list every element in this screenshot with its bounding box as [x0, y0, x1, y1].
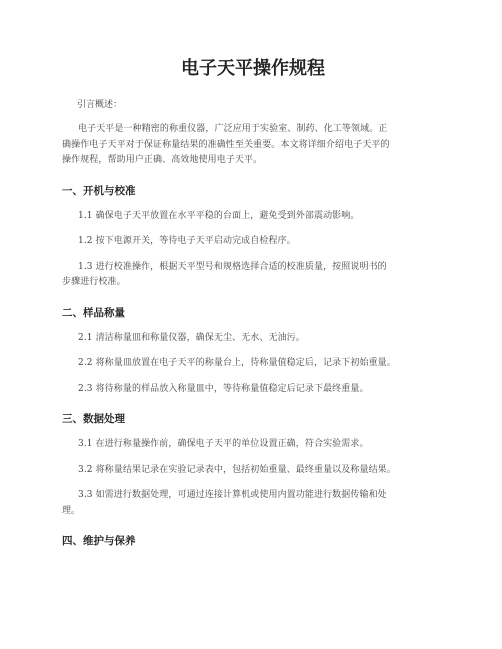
- item-line: 1.3 进行校准操作，根据天平型号和规格选择合适的校准质量，按照说明书的: [78, 261, 387, 272]
- section-item: [62, 488, 444, 519]
- item-line: 3.1 在进行称量操作前，确保电子天平的单位设置正确，符合实验需求。: [78, 439, 369, 449]
- item-line: 3.3 如需进行数据处理，可通过连接计算机或使用内置功能进行数据传输和处: [78, 490, 387, 500]
- item-line: 1.1 确保电子天平放置在水平平稳的台面上，避免受到外部震动影响。: [78, 210, 360, 221]
- section-heading: 二、样品称量: [62, 306, 125, 319]
- section-heading: 一、开机与校准: [62, 184, 136, 197]
- section-heading: 四、维护与保养: [62, 535, 136, 547]
- intro-line: 电子天平是一种精密的称重仪器，广泛应用于实验室、制药、化工等领域。正: [78, 124, 388, 134]
- section-item: [62, 260, 444, 291]
- item-line: 2.3 将待称量的样品放入称量皿中，等待称量值稳定后记录下最终重量。: [78, 383, 369, 394]
- item-line: 2.1 清洁称量皿和称量仪器，确保无尘、无水、无油污。: [78, 332, 305, 343]
- item-line: 步骤进行校准。: [62, 277, 126, 287]
- section-item: [62, 209, 444, 225]
- item-line: 理。: [62, 505, 81, 516]
- section-item: [62, 463, 444, 479]
- section-item: [62, 437, 444, 453]
- item-line: 3.2 将称量结果记录在实验记录表中，包括初始重量、最终重量以及称量结果。: [78, 464, 396, 475]
- section-data-processing: [62, 412, 444, 519]
- section-item: [62, 382, 444, 398]
- section-maintenance: [62, 534, 444, 548]
- intro-line: 确操作电子天平对于保证称量结果的准确性至关重要。本文将详细介绍电子天平的: [62, 139, 390, 150]
- intro-paragraph: [62, 122, 444, 169]
- intro-label: 引言概述：: [77, 100, 123, 110]
- item-line: 1.2 按下电源开关，等待电子天平启动完成自检程序。: [78, 236, 296, 246]
- section-item: [62, 356, 444, 372]
- section-heading: 三、数据处理: [62, 413, 125, 425]
- document-title: 电子天平操作规程: [181, 58, 325, 79]
- item-line: 2.2 将称量皿放置在电子天平的称量台上，待称量值稳定后，记录下初始重量。: [78, 358, 396, 368]
- section-item: [62, 234, 444, 250]
- section-item: [62, 331, 444, 347]
- section-calibration: [62, 184, 444, 291]
- intro-line: 操作规程，帮助用户正确、高效地使用电子天平。: [62, 155, 263, 165]
- section-weighing: [62, 306, 444, 398]
